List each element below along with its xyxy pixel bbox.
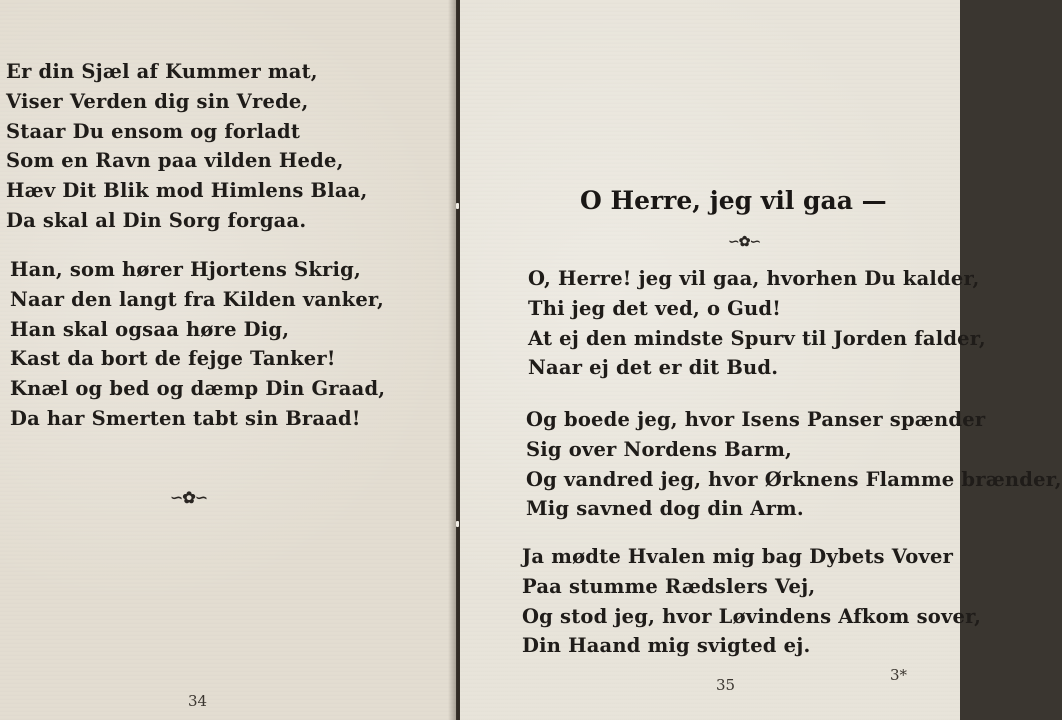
poem-line: Han, som hører Hjortens Skrig, <box>10 258 361 281</box>
poem-line: Da skal al Din Sorg forgaa. <box>6 208 307 232</box>
poem-line: Naar ej det er dit Bud. <box>528 356 779 380</box>
left-page <box>0 0 456 720</box>
poem-line: Og stod jeg, hvor Løvindens Afkom sover, <box>522 604 982 628</box>
signature-mark: 3* <box>890 666 908 684</box>
poem-line: Hæv Dit Blik mod Himlens Blaa, <box>6 179 368 203</box>
poem-line: Din Haand mig svigted ej. <box>522 634 811 658</box>
left-stanza-2 <box>10 255 385 434</box>
left-stanza-1 <box>6 57 368 236</box>
poem-line: Mig savned dog din Arm. <box>526 497 804 521</box>
poem-line: Viser Verden dig sin Vrede, <box>6 89 309 113</box>
poem-line: Naar den langt fra Kilden vanker, <box>10 287 384 311</box>
poem-line: Og vandred jeg, hvor Ørknens Flamme brænder, <box>526 467 1062 491</box>
poem-line: Thi jeg det ved, o Gud! <box>528 296 781 320</box>
binding-stitch <box>456 521 459 527</box>
poem-line: Sig over Nordens Barm, <box>526 437 793 461</box>
poem-title: O Herre, jeg vil gaa — <box>580 186 887 215</box>
poem-line: Er din Sjæl af Kummer mat, <box>6 60 318 83</box>
poem-line: Kast da bort de fejge Tanker! <box>10 347 336 371</box>
binding-stitch <box>456 203 459 209</box>
poem-line: O, Herre! jeg vil gaa, hvorhen Du kalder, <box>528 267 980 290</box>
poem-line: Paa stumme Rædslers Vej, <box>522 574 816 598</box>
poem-line: Ja mødte Hvalen mig bag Dybets Vover <box>522 545 954 568</box>
ornament-icon: ∽✿∽ <box>728 234 761 250</box>
poem-line: Staar Du ensom og forladt <box>6 119 301 143</box>
right-stanza-1 <box>528 264 986 383</box>
poem-line: Han skal ogsaa høre Dig, <box>10 317 290 341</box>
poem-line: At ej den mindste Spurv til Jorden falder, <box>528 326 986 350</box>
poem-line: Knæl og bed og dæmp Din Graad, <box>10 377 386 401</box>
page-number: 35 <box>716 676 736 694</box>
poem-line: Som en Ravn paa vilden Hede, <box>6 149 344 173</box>
page-number: 34 <box>188 692 208 710</box>
poem-line: Og boede jeg, hvor Isens Panser spænder <box>526 408 986 431</box>
poem-line: Da har Smerten tabt sin Braad! <box>10 406 361 430</box>
right-stanza-3 <box>522 542 981 661</box>
ornament-icon: ∽✿∽ <box>170 488 208 507</box>
right-stanza-2 <box>526 405 1062 524</box>
